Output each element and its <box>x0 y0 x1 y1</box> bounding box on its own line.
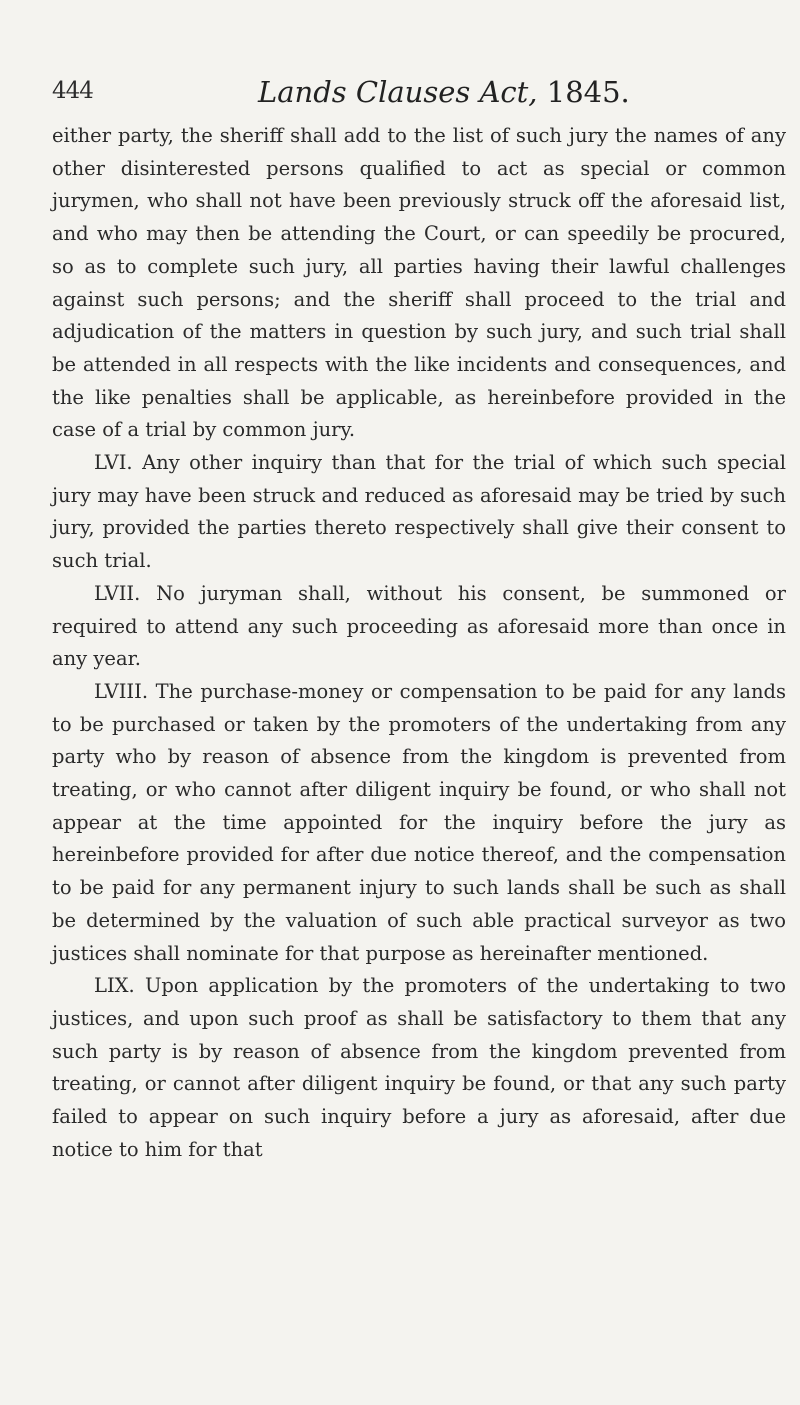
running-title <box>258 75 630 109</box>
paragraph-continuation: either party, the sheriff shall add to the list of such jury the names of any other disinterested persons qualified to act as special or common jurymen, who shall not have been previously struck off the aforesaid list, and who may then be attending the Court, or can speedily be procured, so as to complete such jury, all parties having their lawful challenges against such persons; and the sheriff shall proceed to the trial and adjudication of the matters in question by such jury, and such trial shall be attended in all respects with the like incidents and consequences, and the like penalties shall be applicable, as hereinbefore provided in the case of a trial by common jury. <box>52 124 786 442</box>
section-lviii: LVIII. The purchase-money or compensation to be paid for any lands to be purchased or taken by the promoters of the undertaking from any party who by reason of absence from the kingdom is prevented from treating, or who cannot after diligent inquiry be found, or who shall not appear at the time appointed for the inquiry before the jury as hereinbefore provided for after due notice thereof, and the compensation to be paid for any permanent injury to such lands shall be such as shall be determined by the valuation of such able practical surveyor as two justices shall nominate for that purpose as hereinafter mentioned. <box>52 679 786 965</box>
running-title-year: 1845. <box>546 75 630 109</box>
running-title-text: Lands Clauses Act, <box>258 75 538 109</box>
section-lix: LIX. Upon application by the promoters of the undertaking to two justices, and upon such proof as shall be satisfactory to them that any such party is by reason of absence from the kingdom prevented from treating, or cannot after diligent inquiry be found, or that any such party failed to appear on such inquiry before a jury as aforesaid, after due notice to him for that <box>52 974 786 1161</box>
section-lvi: LVI. Any other inquiry than that for the trial of which such special jury may have been struck and reduced as aforesaid may be tried by such jury, provided the parties thereto respectively shall give their consent to such trial. <box>52 451 786 573</box>
running-head <box>52 70 786 120</box>
page-number: 444 <box>52 78 93 104</box>
body-text <box>52 120 786 1167</box>
section-lvii: LVII. No juryman shall, without his consent, be summoned or required to attend any such proceeding as aforesaid more than once in any year. <box>52 581 786 671</box>
